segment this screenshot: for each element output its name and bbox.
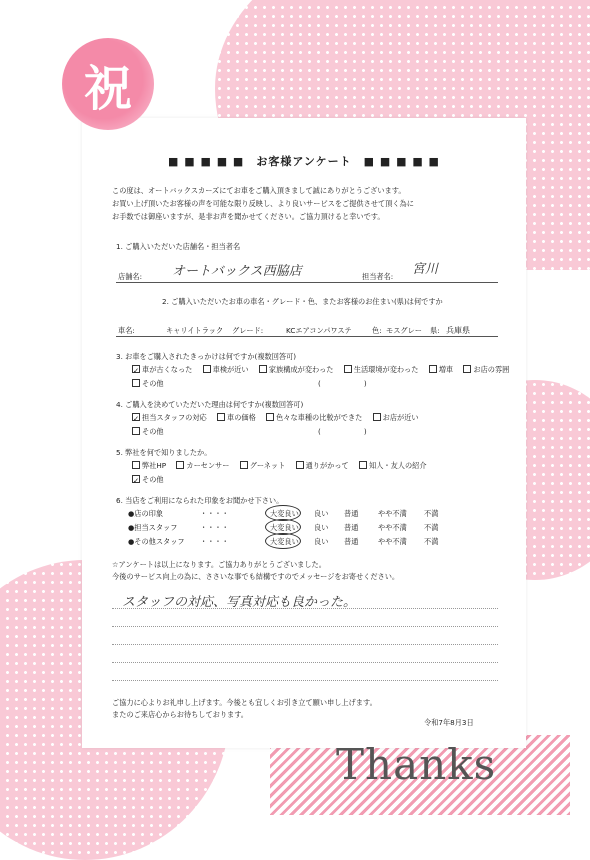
- rating-option[interactable]: 大変良い: [270, 523, 299, 532]
- checkbox-icon[interactable]: [132, 427, 140, 435]
- store-value: オートバックス西脇店: [172, 264, 302, 279]
- survey-date: 令和7年8月3日: [424, 718, 474, 727]
- q3-option[interactable]: お店の雰囲: [463, 365, 509, 374]
- message-line: [112, 626, 498, 627]
- checkbox-icon[interactable]: [217, 413, 225, 421]
- end-note: ☆アンケートは以上になります。ご協力ありがとうございました。: [112, 560, 326, 569]
- q5-option[interactable]: 通りがかって: [296, 461, 349, 470]
- grade-label: グレード:: [232, 326, 264, 335]
- store-label: 店舗名:: [118, 272, 142, 281]
- checkbox-checked-icon[interactable]: ✓: [133, 366, 140, 375]
- checkbox-icon[interactable]: [344, 365, 352, 373]
- checkbox-icon[interactable]: [296, 461, 304, 469]
- q2-underline: [116, 336, 498, 337]
- message-line: [112, 662, 498, 663]
- grade-value: KCエアコンパワステ: [286, 326, 352, 335]
- rating-option[interactable]: 良い: [314, 509, 329, 518]
- closing-line-1: ご協力に心よりお礼申し上げます。今後とも宜しくお引き立て願い申し上げます。: [112, 698, 377, 707]
- q4-other[interactable]: その他: [132, 427, 164, 437]
- rating-option[interactable]: 不満: [424, 537, 439, 546]
- q4-other-paren: ( ): [318, 427, 367, 436]
- celebration-seal: 祝: [62, 38, 154, 130]
- q5-option[interactable]: 弊社HP: [132, 461, 166, 470]
- intro-line-2: お買い上げ頂いたお客様の声を可能な限り反映し、より良いサービスをご提供させて頂く為に: [112, 199, 414, 208]
- color-value: モスグレー: [386, 326, 422, 335]
- rating-circle-mark: [265, 533, 301, 549]
- q3-option[interactable]: 増車: [429, 365, 453, 374]
- rating-option[interactable]: 普通: [344, 523, 359, 532]
- q6-row-label: ●その他スタッフ: [128, 537, 185, 546]
- rating-option[interactable]: やや不満: [378, 523, 407, 532]
- rating-option[interactable]: 大変良い: [270, 509, 299, 518]
- rating-option[interactable]: 不満: [424, 523, 439, 532]
- thanks-label: Thanks: [336, 740, 497, 789]
- checkbox-icon[interactable]: [259, 365, 267, 373]
- survey-title: ■ ■ ■ ■ ■ お客様アンケート ■ ■ ■ ■ ■: [168, 155, 440, 168]
- q5-other[interactable]: ✓ その他: [133, 475, 164, 485]
- rating-option[interactable]: 普通: [344, 537, 359, 546]
- q6-row-dots: ・・・・: [200, 509, 229, 518]
- q4-option[interactable]: ✓ 担当スタッフの対応: [133, 413, 207, 423]
- message-line: [112, 644, 498, 645]
- q3-other[interactable]: その他: [132, 379, 164, 389]
- q6-row-dots: ・・・・: [200, 523, 229, 532]
- checkbox-icon[interactable]: [266, 413, 274, 421]
- q5-option[interactable]: グーネット: [240, 461, 286, 470]
- q3-option[interactable]: ✓ 車が古くなった: [133, 365, 193, 375]
- rating-option[interactable]: 不満: [424, 509, 439, 518]
- intro-line-3: お手数では御座いますが、是非お声を聞かせてください。ご協力頂けると幸いです。: [112, 212, 385, 221]
- message-line: [112, 680, 498, 681]
- staff-label: 担当者名:: [362, 272, 394, 281]
- checkbox-icon[interactable]: [203, 365, 211, 373]
- q4-option[interactable]: 色々な車種の比較ができた: [266, 413, 362, 422]
- q6-row-dots: ・・・・: [200, 537, 229, 546]
- checkbox-icon[interactable]: [176, 461, 184, 469]
- q4-options: [132, 413, 427, 423]
- rating-option[interactable]: 普通: [344, 509, 359, 518]
- checkbox-icon[interactable]: [373, 413, 381, 421]
- q4-option[interactable]: 車の価格: [217, 413, 256, 422]
- pref-label: 県:: [430, 326, 440, 335]
- q3-option[interactable]: 家族構成が変わった: [259, 365, 334, 374]
- q3-label: 3. お車をご購入されたきっかけは何ですか(複数回答可): [116, 352, 297, 361]
- staff-value: 宮川: [412, 262, 439, 277]
- closing-line-2: またのご来店心からお待ちしております。: [112, 710, 248, 719]
- checkbox-icon[interactable]: [429, 365, 437, 373]
- checkbox-checked-icon[interactable]: ✓: [133, 476, 140, 485]
- q3-option[interactable]: 生活環境が変わった: [344, 365, 419, 374]
- car-label: 車名:: [118, 326, 135, 335]
- q5-option[interactable]: 知人・友人の紹介: [359, 461, 427, 470]
- q5-option[interactable]: カーセンサー: [176, 461, 229, 470]
- q4-label: 4. ご購入を決めていただいた理由は何ですか(複数回答可): [116, 400, 304, 409]
- car-value: キャリイトラック: [166, 326, 224, 335]
- rating-option[interactable]: やや不満: [378, 509, 407, 518]
- q6-row-label: ●担当スタッフ: [128, 523, 178, 532]
- checkbox-icon[interactable]: [359, 461, 367, 469]
- q3-other-paren: ( ): [318, 379, 367, 388]
- rating-option[interactable]: やや不満: [378, 537, 407, 546]
- message-prompt: 今後のサービス向上の為に、ささいな事でも結構ですのでメッセージをお寄せください。: [112, 572, 400, 581]
- rating-option[interactable]: 良い: [314, 537, 329, 546]
- q2-label: 2. ご購入いただいたお車の車名・グレード・色、またお客様のお住まい(県)は何ですか: [162, 297, 443, 306]
- checkbox-checked-icon[interactable]: ✓: [133, 414, 140, 423]
- pref-value: 兵庫県: [446, 326, 470, 335]
- checkbox-icon[interactable]: [240, 461, 248, 469]
- q6-row-label: ●店の印象: [128, 509, 164, 518]
- q1-underline: [116, 282, 498, 283]
- rating-option[interactable]: 良い: [314, 523, 329, 532]
- message-line: [112, 608, 498, 609]
- q4-option[interactable]: お店が近い: [373, 413, 419, 422]
- rating-option[interactable]: 大変良い: [270, 537, 299, 546]
- intro-line-1: この度は、オートバックスカーズにてお車をご購入頂きまして誠にありがとうございます。: [112, 186, 406, 195]
- handwritten-message: スタッフの対応、写真対応も良かった。: [122, 595, 357, 610]
- survey-sheet: [82, 118, 526, 748]
- checkbox-icon[interactable]: [132, 461, 140, 469]
- q5-label: 5. 弊社を何で知りましたか。: [116, 448, 212, 457]
- q1-label: 1. ご購入いただいた店舗名・担当者名: [116, 242, 241, 251]
- q6-label: 6. 当店をご利用になられた印象をお聞かせ下さい。: [116, 496, 284, 505]
- q5-options: [132, 461, 435, 471]
- checkbox-icon[interactable]: [132, 379, 140, 387]
- q3-options: [132, 365, 517, 375]
- checkbox-icon[interactable]: [463, 365, 471, 373]
- q3-option[interactable]: 車検が近い: [203, 365, 249, 374]
- color-label: 色:: [372, 326, 382, 335]
